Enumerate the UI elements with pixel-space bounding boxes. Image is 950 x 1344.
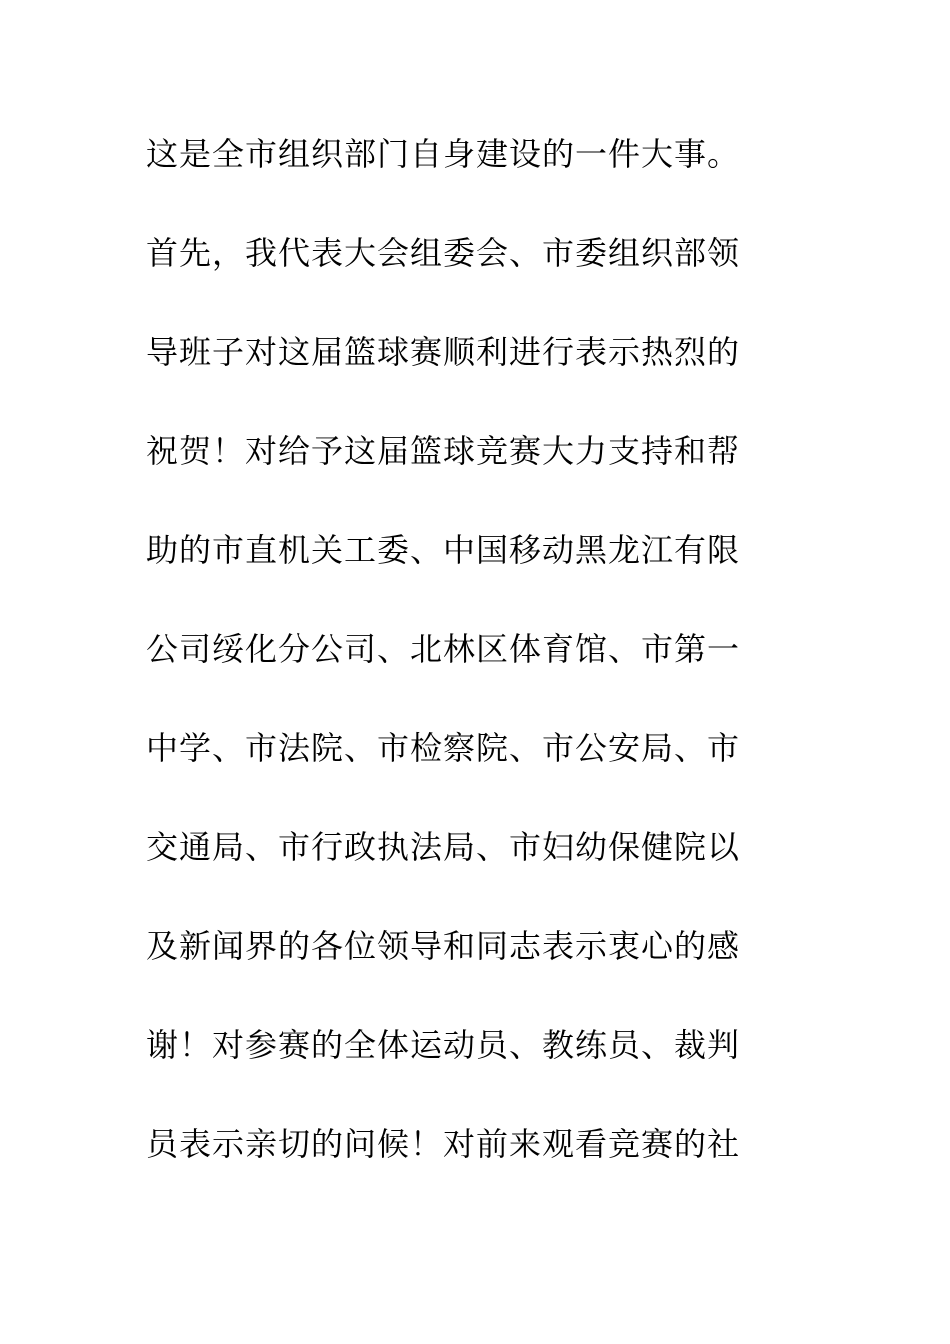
text-line: 交通局、市行政执法局、市妇幼保健院以 (146, 828, 741, 866)
text-line: 首先，我代表大会组委会、市委组织部领 (146, 234, 741, 272)
text-line: 员表示亲切的问候！对前来观看竞赛的社 (146, 1125, 741, 1163)
text-line: 导班子对这届篮球赛顺利进行表示热烈的 (146, 333, 741, 371)
text-line: 公司绥化分公司、北林区体育馆、市第一 (146, 630, 741, 668)
text-line: 谢！对参赛的全体运动员、教练员、裁判 (146, 1026, 741, 1064)
text-line: 祝贺！对给予这届篮球竞赛大力支持和帮 (146, 432, 741, 470)
text-line: 及新闻界的各位领导和同志表示衷心的感 (146, 927, 741, 965)
text-line: 中学、市法院、市检察院、市公安局、市 (146, 729, 741, 767)
text-line: 助的市直机关工委、中国移动黑龙江有限 (146, 531, 741, 569)
body-text (146, 124, 786, 1213)
text-line: 这是全市组织部门自身建设的一件大事。 (146, 135, 741, 173)
